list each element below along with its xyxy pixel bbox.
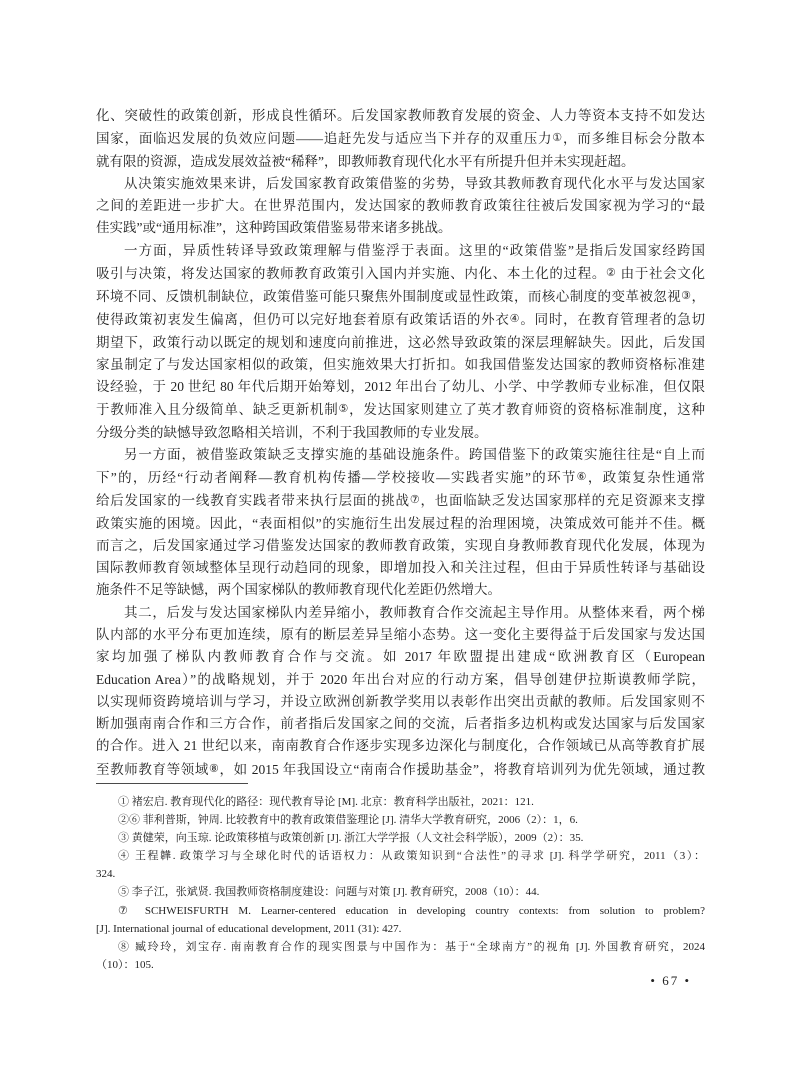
article-body-text (96, 105, 705, 781)
footnote-line: ②⑥ 菲利普斯，钟周. 比较教育中的教育政策借鉴理论 [J]. 清华大学教育研究，2006（2）：1，6. (118, 814, 578, 827)
footnote-line: ① 褚宏启. 教育现代化的路径：现代教育导论 [M]. 北京：教育科学出版社，2021：121. (118, 796, 534, 808)
footnote-ref-marker: ① (552, 132, 563, 145)
footnote-ref-marker: ⑦ (409, 494, 421, 507)
body-text-line: 下”的，历经“行动者阐释—教育机构传播—学校接收—实践者实施”的环节⑥，政策复杂性通常 (96, 470, 705, 486)
footnote-list (96, 793, 705, 974)
body-text-line: 队内部的水平分布更加连续，原有的断层差异呈缩小态势。这一变化主要得益于后发国家与发达国 (96, 627, 705, 642)
body-text-line: 施条件不足等缺憾，两个国家梯队的教师教育现代化差距仍然增大。 (96, 582, 501, 598)
body-text-line: 而言之，后发国家通过学习借鉴发达国家的教师教育政策，实现自身教师教育现代化发展，体现为 (96, 537, 705, 553)
body-text-line: 的合作。进入 21 世纪以来，南南教育合作逐步实现多边深化与制度化，合作领域已从高等教育扩展 (96, 738, 705, 754)
body-text-line: 佳实践”或“通用标准”，这种跨国政策借鉴易带来诸多挑战。 (96, 220, 452, 236)
body-text-line: 环境不同、反馈机制缺位，政策借鉴可能只聚焦外围制度或显性政策，而核心制度的变革被忽视③， (96, 289, 706, 305)
body-text-line: 家虽制定了与发达国家相似的政策，但实施效果大打折扣。如我国借鉴发达国家的教师资格标准建 (96, 356, 705, 372)
footnote-ref-marker: ⑥ (576, 471, 588, 484)
body-text-line: 另一方面，被借鉴政策缺乏支撑实施的基础设施条件。跨国借鉴下的政策实施往往是“自上而 (124, 446, 705, 462)
body-text-line: 就有限的资源，造成发展效益被“稀释”，即教师教育现代化水平有所提升但并未实现赶超。 (96, 153, 635, 169)
body-text-line: 至教师教育等领域⑧，如 2015 年我国设立“南南合作援助基金”，将教育培训列为优先领域，通过教 (96, 761, 706, 777)
footnote-line: ④ 王程韡. 政策学习与全球化时代的话语权力：从政策知识到“合法性”的寻求 [J]. 科学学研究，2011（3）： (118, 850, 705, 863)
body-text-line: 于教师准入且分级简单、缺乏更新机制⑤，发达国家则建立了英才教育师资的资格标准制度，这种 (96, 402, 706, 418)
body-text-line: 设经验，于 20 世纪 80 年代后期开始筹划，2012 年出台了幼儿、小学、中学教师专业标准，但仅限 (96, 379, 705, 395)
footnote-line: ⑤ 李子江，张斌贤. 我国教师资格制度建设：问题与对策 [J]. 教育研究，2008（10）：44. (118, 886, 540, 899)
footnote-line: （10）：105. (96, 958, 154, 971)
footnote-ref-marker: ② (606, 266, 617, 279)
body-text-line: 家均加强了梯队内教师教育合作与交流。如 2017 年欧盟提出建成“欧洲教育区（European (96, 649, 705, 665)
body-text-line: Education Area）”的战略规划，并于 2020 年出台对应的行动方案，倡导创建伊拉斯谟教师学院， (96, 671, 705, 687)
body-text-line: 期望下，政策行动以既定的规划和速度向前推进，这必然导致政策的深层理解缺失。因此，后发国 (96, 334, 705, 350)
page-number: • 67 • (650, 973, 691, 988)
footnote-ref-marker: ⑧ (209, 762, 220, 775)
footnote-ref-marker: ③ (681, 290, 692, 303)
footnote-line: ⑧ 臧玲玲，刘宝存. 南南教育合作的现实图景与中国作为：基于“全球南方”的视角 [J]. 外国教育研究，2024 (118, 940, 705, 953)
footnote-ref-marker: ⑤ (338, 403, 350, 416)
body-text-line: 国家，面临迟发展的负效应问题——追赶先发与适应当下并存的双重压力①，而多维目标会分散本 (96, 131, 706, 147)
body-text-line: 之间的差距进一步扩大。在世界范围内，发达国家的教师教育政策往往被后发国家视为学习的“最 (96, 198, 705, 214)
footnote-separator-rule (96, 783, 248, 784)
footnote-line: 324. (96, 868, 116, 881)
body-text-line: 政策实施的困境。因此，“表面相似”的实施衍生出发展过程的治理困境，决策成效可能并不佳。概 (96, 515, 705, 531)
body-text-line: 国际教师教育领域整体呈现行动趋同的现象，即增加投入和关注过程，但由于异质性转译与基础设 (96, 560, 705, 576)
body-text-line: 以实现师资跨境培训与学习，并设立欧洲创新教学奖用以表彰作出突出贡献的教师。后发国家则不 (96, 693, 705, 709)
body-text-line: 其二，后发与发达国家梯队内差异缩小，教师教育合作交流起主导作用。从整体来看，两个梯 (124, 604, 705, 620)
body-text-line: 一方面，异质性转译导致政策理解与借鉴浮于表面。这里的“政策借鉴”是指后发国家经跨国 (124, 242, 705, 258)
body-text-line: 分级分类的缺憾导致忽略相关培训，不利于我国教师的专业发展。 (96, 424, 488, 440)
body-text-line: 化、突破性的政策创新，形成良性循环。后发国家教师教育发展的资金、人力等资本支持不如发达 (96, 108, 705, 123)
footnote-line: ③ 黄健荣，向玉琼. 论政策移植与政策创新 [J]. 浙江大学学报（人文社会科学版），2009（2）：35. (118, 832, 584, 845)
body-text-line: 吸引与决策，将发达国家的教师教育政策引入国内并实施、内化、本土化的过程。② 由于社会文化 (96, 265, 706, 281)
footnote-ref-marker: ④ (509, 313, 521, 326)
body-text-line: 给后发国家的一线教育实践者带来执行层面的挑战⑦，也面临缺乏发达国家那样的充足资源来支撑 (96, 493, 706, 509)
footnote-section (96, 783, 705, 974)
footnote-line: [J]. International journal of educational development, 2011 (31): 427. (96, 922, 402, 935)
body-text-line: 使得政策初衷发生偏离，但仍可以完好地套着原有政策话语的外衣④。同时，在教育管理者的急切 (96, 312, 706, 328)
body-text-line: 断加强南南合作和三方合作，前者指后发国家之间的交流，后者指多边机构或发达国家与后发国家 (96, 716, 705, 732)
body-text-line: 从决策实施效果来讲，后发国家教育政策借鉴的劣势，导致其教师教育现代化水平与发达国家 (124, 175, 705, 191)
footnote-line: ⑦ SCHWEISFURTH M. Learner-centered education in developing country contexts: from solution to problem? (118, 904, 705, 917)
